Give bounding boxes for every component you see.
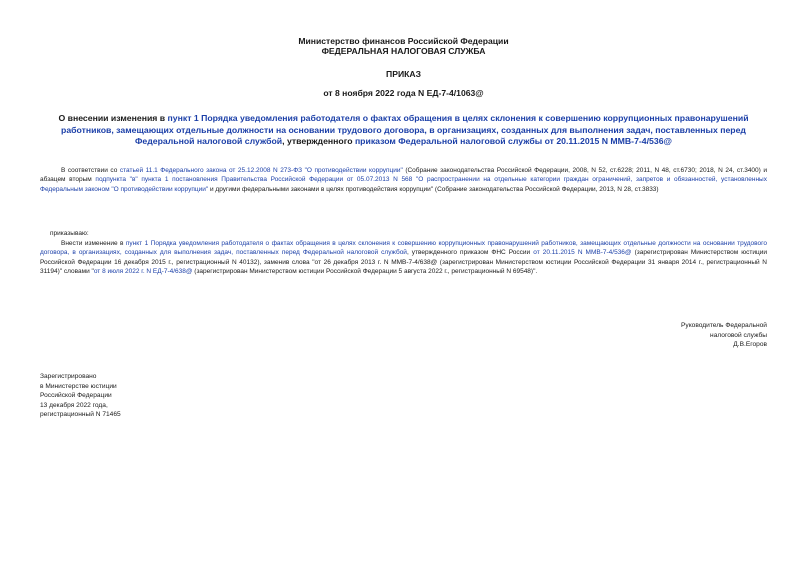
registration-line3: Российской Федерации: [40, 392, 112, 400]
document-date-number: от 8 ноября 2022 года N ЕД-7-4/1063@: [323, 88, 484, 98]
body-text-4: (зарегистрирован Министерством юстиции Российской Федерации 5 августа 2022 г., регистрационный N 69548)".: [192, 268, 538, 276]
registration-line1: Зарегистрировано: [40, 373, 97, 380]
document-title: [40, 113, 767, 148]
body-link-order-2022[interactable]: от 8 июля 2022 г. N ЕД-7-4/638@: [93, 268, 193, 276]
registration-number: регистрационный N 71465: [40, 411, 121, 419]
signature-block: [681, 321, 767, 350]
body-text-2: , утвержденного приказом ФНС России: [406, 249, 534, 257]
body-text-3: (зарегистрирован Министерством юстиции Российской Федерации 16 декабря 2015 г., регистрационный N 40132), заменив слова "от 26 декабря 2013 г. N ММВ-7-4/638@ (зарегистрирован Министерством юстиции Российской Федерации 31 января 2014 г., регистрационный N 31194)" словами ": [40, 249, 767, 276]
preamble-link-decree[interactable]: подпункта "в" пункта 1 постановления Правительства Российской Федерации от 05.07.2013 N 568 "О распространении на отдельные категории граждан ограничений, запретов и обязанностей, установленных Федеральным законом "О противодействии коррупции": [40, 176, 767, 193]
document-type: ПРИКАЗ: [386, 69, 421, 79]
registration-block: [40, 372, 121, 420]
body-text-1: Внести изменение в: [61, 240, 126, 247]
registration-line2: в Министерстве юстиции: [40, 382, 117, 390]
signature-position-line1: Руководитель Федеральной: [681, 322, 767, 329]
preamble-text-1: В соответствии со: [61, 167, 120, 174]
title-link-procedure[interactable]: пункт 1 Порядка уведомления работодателя о фактах обращения в целях склонения к совершению коррупционных правонарушений работников, замещающих отдельные должности на основании трудового договора, в организациях, созданных для выполнения задач, поставленных перед Федеральной налоговой службой: [61, 113, 749, 147]
title-middle: , утвержденного: [282, 136, 355, 147]
signature-position-line2: налоговой службы: [710, 331, 767, 339]
preamble-text-2: (Собрание законодательства Российской Федерации, 2008, N 52, ст.6228; 2011, N 48, ст.6730; 2018, N 24, ст.3400) и абзацем вторым: [40, 167, 767, 184]
signature-name: Д.В.Егоров: [733, 341, 767, 349]
service-heading: ФЕДЕРАЛЬНАЯ НАЛОГОВАЯ СЛУЖБА: [321, 46, 486, 56]
ministry-heading: Министерство финансов Российской Федерации: [298, 36, 509, 46]
body-paragraph: [40, 239, 767, 277]
title-link-order[interactable]: приказом Федеральной налоговой службы от 20.11.2015 N ММВ-7-4/536@: [354, 136, 673, 147]
order-word: приказываю:: [50, 230, 89, 237]
body-link-order-2015[interactable]: от 20.11.2015 N ММВ-7-4/536@: [533, 249, 632, 257]
body-link-procedure[interactable]: пункт 1 Порядка уведомления работодателя о фактах обращения в целях склонения к совершению коррупционных правонарушений работников, замещающих отдельные должности на основании трудового договора, в организациях, созданных для выполнения задач, поставленных перед Федеральной налоговой службой: [40, 240, 767, 257]
registration-date: 13 декабря 2022 года,: [40, 401, 108, 409]
preamble-text-3: и другими федеральными законами в целях противодействия коррупции" (Собрание законодательства Российской Федерации, 2013, N 28, ст.3833): [208, 185, 659, 193]
preamble-paragraph: [40, 166, 767, 194]
title-prefix: О внесении изменения в: [58, 113, 168, 123]
preamble-link-law[interactable]: статьей 11.1 Федерального закона от 25.12.2008 N 273-ФЗ "О противодействии коррупции": [119, 167, 403, 174]
